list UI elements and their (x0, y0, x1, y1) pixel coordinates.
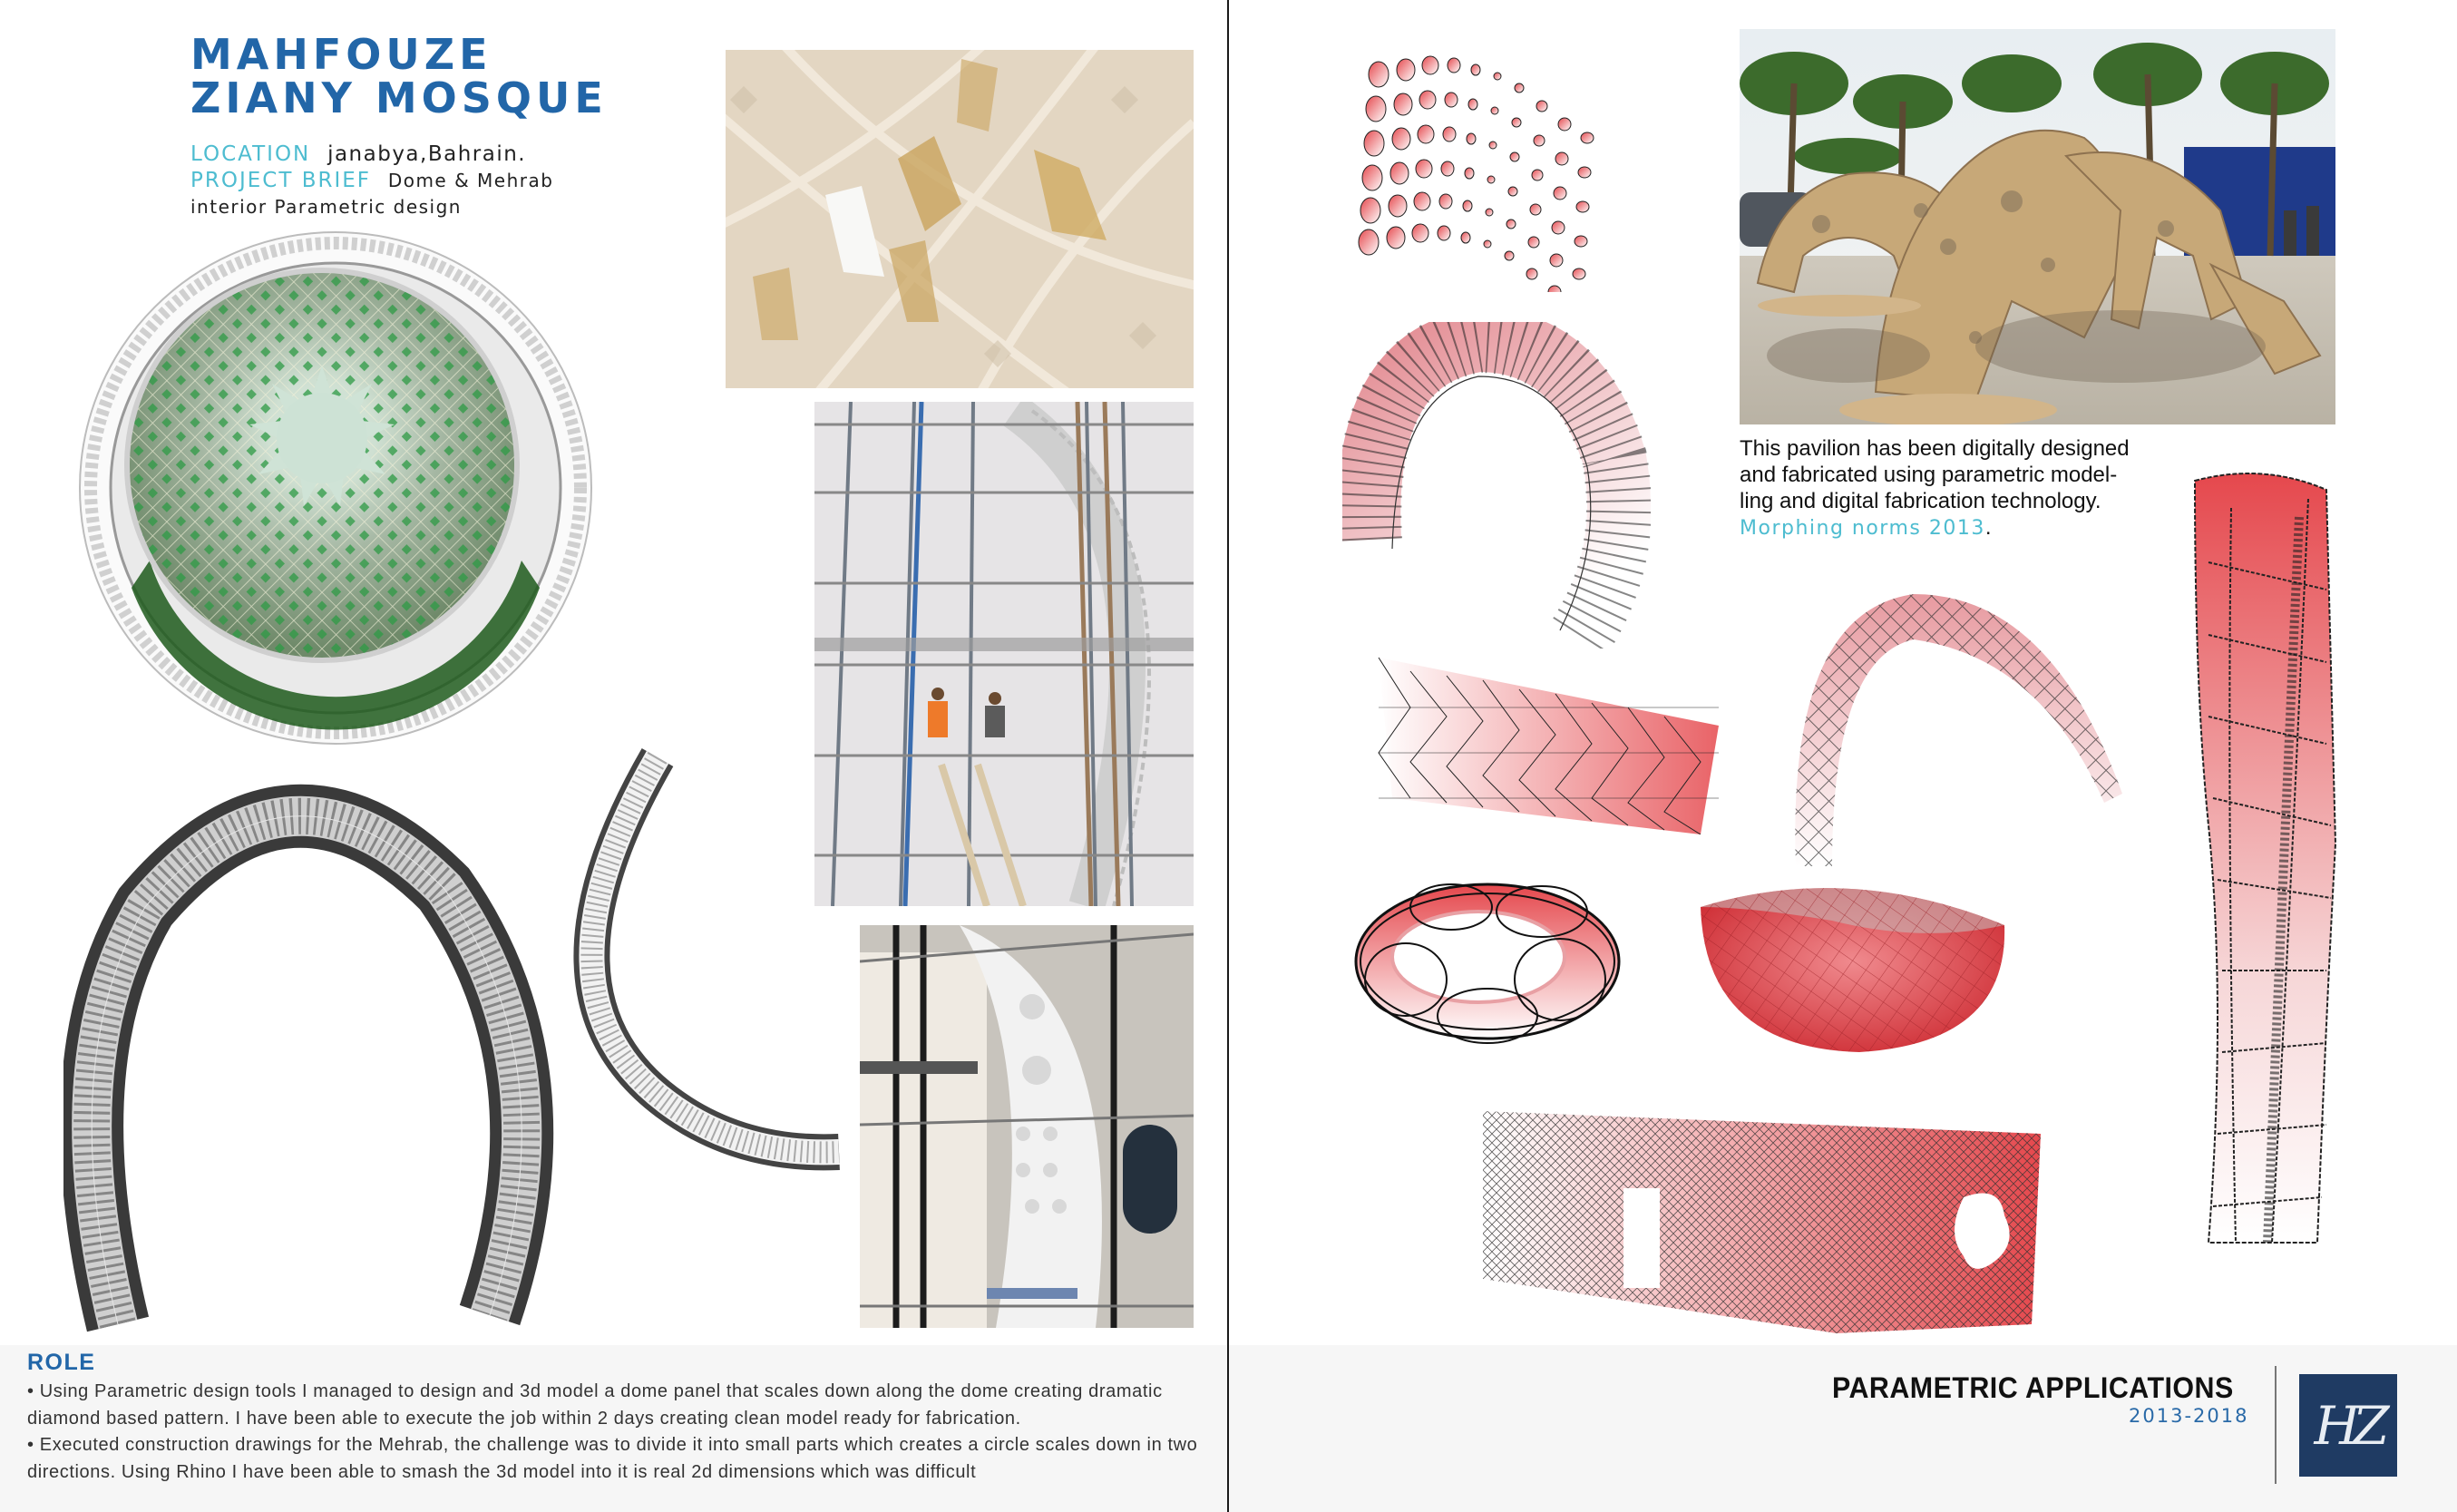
caption-line-3: ling and digital fabrication technology. (1740, 489, 2101, 513)
perforated-wave-surface (1356, 20, 1637, 292)
role-paragraph-1: • Using Parametric design tools I managed to design and 3d model a dome panel that scales down along the dome creating dramatic diamond based pattern. I have been able to execute the job within 2 days creating clean model ready for fabrication. (27, 1381, 1163, 1429)
role-heading: ROLE (27, 1350, 96, 1375)
footer-separator (2275, 1366, 2277, 1484)
project-title (190, 30, 608, 122)
caption-period: . (1984, 515, 1992, 540)
title-line-1: MAHFOUZE (190, 30, 492, 79)
gridshell-vault (1778, 585, 2140, 875)
caption-line-1: This pavilion has been digitally designed (1740, 436, 2130, 461)
dome-ceiling-photo (726, 50, 1194, 388)
wire-ring-torus (1351, 871, 1633, 1052)
mehrab-arch-drawing (63, 771, 567, 1333)
mehrab-arch-segment (558, 739, 848, 1175)
folded-triangle-strip (1374, 653, 1719, 834)
project-meta (190, 141, 553, 220)
caption-line-2: and fabricated using parametric model- (1740, 463, 2118, 487)
logo-text: HZ (2314, 1394, 2383, 1457)
role-paragraph-2: • Executed construction drawings for the Mehrab, the challenge was to divide it into small parts which creates a circle scales down in two directions. Using Rhino I have been able to smash the 3d model into it is real 2d dimensions which was difficult (27, 1435, 1198, 1482)
red-bowl-surface (1696, 871, 2009, 1057)
monogram-logo (2299, 1374, 2397, 1477)
cylinder-arch-model (1342, 322, 1651, 649)
brief-value-cont: interior Parametric design (190, 196, 462, 218)
page-divider (1227, 0, 1229, 1512)
caption-project-name: Morphing norms 2013 (1740, 517, 1985, 540)
dome-render (68, 225, 603, 746)
location-value: janabya,Bahrain. (327, 142, 527, 166)
pavilion-photo (1740, 29, 2335, 424)
section-title: PARAMETRIC APPLICATIONS (1832, 1371, 2234, 1404)
perforated-wall-panel (1474, 1097, 2041, 1342)
role-description (27, 1379, 1224, 1486)
mehrab-photo (860, 925, 1194, 1328)
brief-label: PROJECT BRIEF (190, 169, 371, 192)
scaffold-photo (814, 402, 1194, 906)
twisted-tower (2190, 463, 2340, 1261)
pavilion-caption (1740, 435, 2211, 541)
location-label: LOCATION (190, 142, 311, 166)
title-line-2: ZIANY MOSQUE (190, 73, 608, 122)
section-years: 2013-2018 (2129, 1405, 2249, 1427)
footer-bar (1229, 1345, 2457, 1512)
brief-value: Dome & Mehrab (387, 170, 554, 191)
